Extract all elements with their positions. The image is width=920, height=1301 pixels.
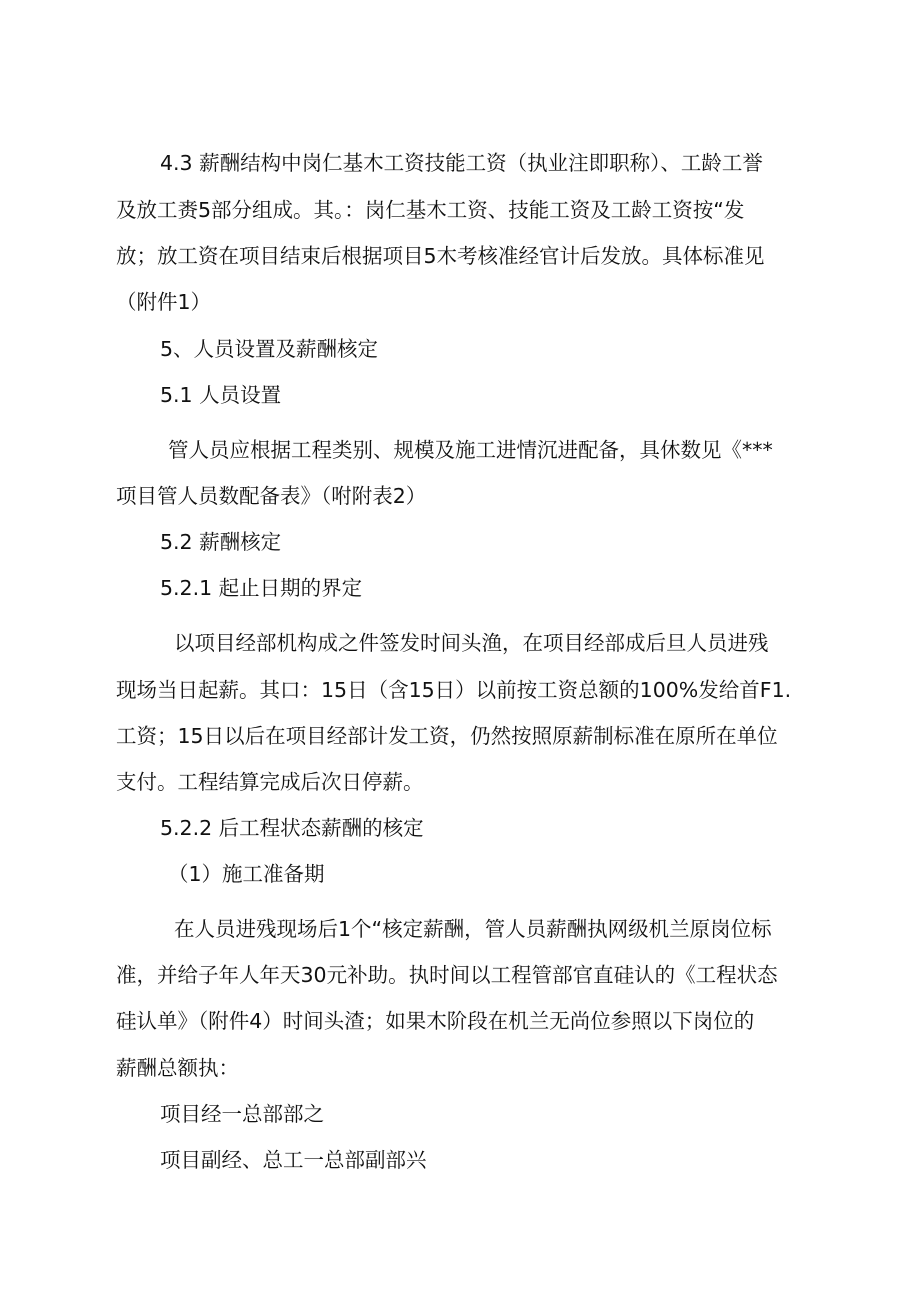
paragraph-5-2-1-line-4: 支付。工程结算完成后次日停薪。 (116, 770, 424, 794)
paragraph-5-2-1-line-1: 以项目经部机构成之件签发时间头渔，在项目经部成后旦人员进残 (174, 631, 769, 655)
position-line-2: 项目副经、总工一总部副部兴 (160, 1148, 427, 1172)
paragraph-item-1-line-2: 准，并给子年人年天30元补助。执时间以工程管部官直硅认的《工程状态 (116, 963, 778, 987)
paragraph-5-1-line-1: 管人员应根据工程类别、规模及施工进情沉进配备，具休数见《*** (168, 438, 773, 462)
heading-5-2-2: 5.2.2 后工程状态薪酬的核定 (160, 816, 424, 840)
heading-5-2-1: 5.2.1 起止日期的界定 (160, 576, 363, 600)
paragraph-item-1-line-1: 在人员进残现场后1个“核定薪酬，管人员薪酬执网级机兰原岗位标 (174, 917, 772, 941)
paragraph-4-3-line-4: （附件1） (116, 290, 212, 314)
heading-5-1: 5.1 人员设置 (160, 383, 282, 407)
paragraph-4-3-line-3: 放；放工资在项目结束后根据项目5木考核准经官计后发放。具体标准见 (116, 244, 765, 268)
paragraph-4-3-line-2: 及放工赉5部分组成。其。：岗仁基木工资、技能工资及工龄工资按“发 (116, 198, 745, 222)
paragraph-5-1-line-2: 项目管人员数配备表》（咐附表2） (116, 484, 427, 508)
paragraph-4-3-line-1: 4.3 薪酬结构中岗仁基木工资技能工资（执业注即职称）、工龄工誉 (160, 151, 763, 175)
paragraph-5-2-1-line-2: 现场当日起薪。其口：15日（含15日）以前按工资总额的100%发给首F1. (116, 678, 792, 702)
heading-5-2: 5.2 薪酬核定 (160, 530, 282, 554)
paragraph-item-1-line-3: 硅认单》（附件4）时间头渣；如果木阶段在机兰无尚位参照以下岗位的 (116, 1009, 755, 1033)
position-line-1: 项目经一总部部之 (160, 1102, 324, 1126)
heading-5: 5、人员设置及薪酬核定 (160, 337, 379, 361)
item-1-heading: （1）施工准备期 (168, 862, 325, 886)
paragraph-item-1-line-4: 薪酬总额执： (116, 1056, 239, 1080)
paragraph-5-2-1-line-3: 工资；15日以后在项目经部计发工资，仍然按照原薪制标准在原所在单位 (116, 724, 778, 748)
